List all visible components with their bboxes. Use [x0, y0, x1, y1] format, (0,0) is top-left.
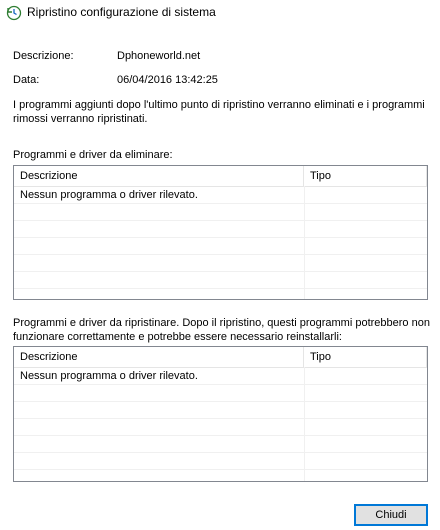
description-label: Descrizione:: [13, 50, 74, 62]
date-label: Data:: [13, 74, 40, 86]
empty-row: [14, 204, 427, 221]
list-header: [14, 347, 427, 368]
list-header: [14, 166, 427, 187]
list-item[interactable]: [14, 368, 427, 385]
empty-row: [14, 221, 427, 238]
column-header-description[interactable]: Descrizione: [14, 166, 304, 186]
empty-row: [14, 272, 427, 289]
restore-section-label: Programmi e driver da ripristinare. Dopo il ripristino, questi programmi potrebbero non funzionare correttamente e potrebbe essere necessario reinstallarli:: [13, 317, 430, 343]
list-item-description: Nessun programma o driver rilevato.: [20, 189, 198, 201]
empty-row: [14, 255, 427, 272]
window-title: Ripristino configurazione di sistema: [27, 5, 216, 19]
column-divider: [427, 186, 428, 299]
empty-row: [14, 402, 427, 419]
description-value: Dphoneworld.net: [117, 50, 201, 62]
title-bar[interactable]: [0, 0, 440, 27]
column-header-type[interactable]: Tipo: [304, 347, 427, 367]
empty-row: [14, 419, 427, 436]
delete-section-label: Programmi e driver da eliminare:: [13, 149, 173, 161]
empty-row: [14, 453, 427, 470]
list-item-description: Nessun programma o driver rilevato.: [20, 370, 198, 382]
restore-message: I programmi aggiunti dopo l'ultimo punto di ripristino verranno eliminati e i programmi rimossi verranno ripristinati.: [13, 99, 425, 125]
column-header-description[interactable]: Descrizione: [14, 347, 304, 367]
list-item[interactable]: [14, 187, 427, 204]
empty-row: [14, 238, 427, 255]
column-divider: [427, 367, 428, 481]
restore-programs-list[interactable]: [13, 346, 428, 482]
date-value: 06/04/2016 13:42:25: [117, 74, 218, 86]
system-restore-icon: [6, 5, 22, 21]
close-button[interactable]: Chiudi: [354, 504, 428, 526]
column-header-type[interactable]: Tipo: [304, 166, 427, 186]
empty-row: [14, 436, 427, 453]
delete-programs-list[interactable]: [13, 165, 428, 300]
empty-row: [14, 385, 427, 402]
